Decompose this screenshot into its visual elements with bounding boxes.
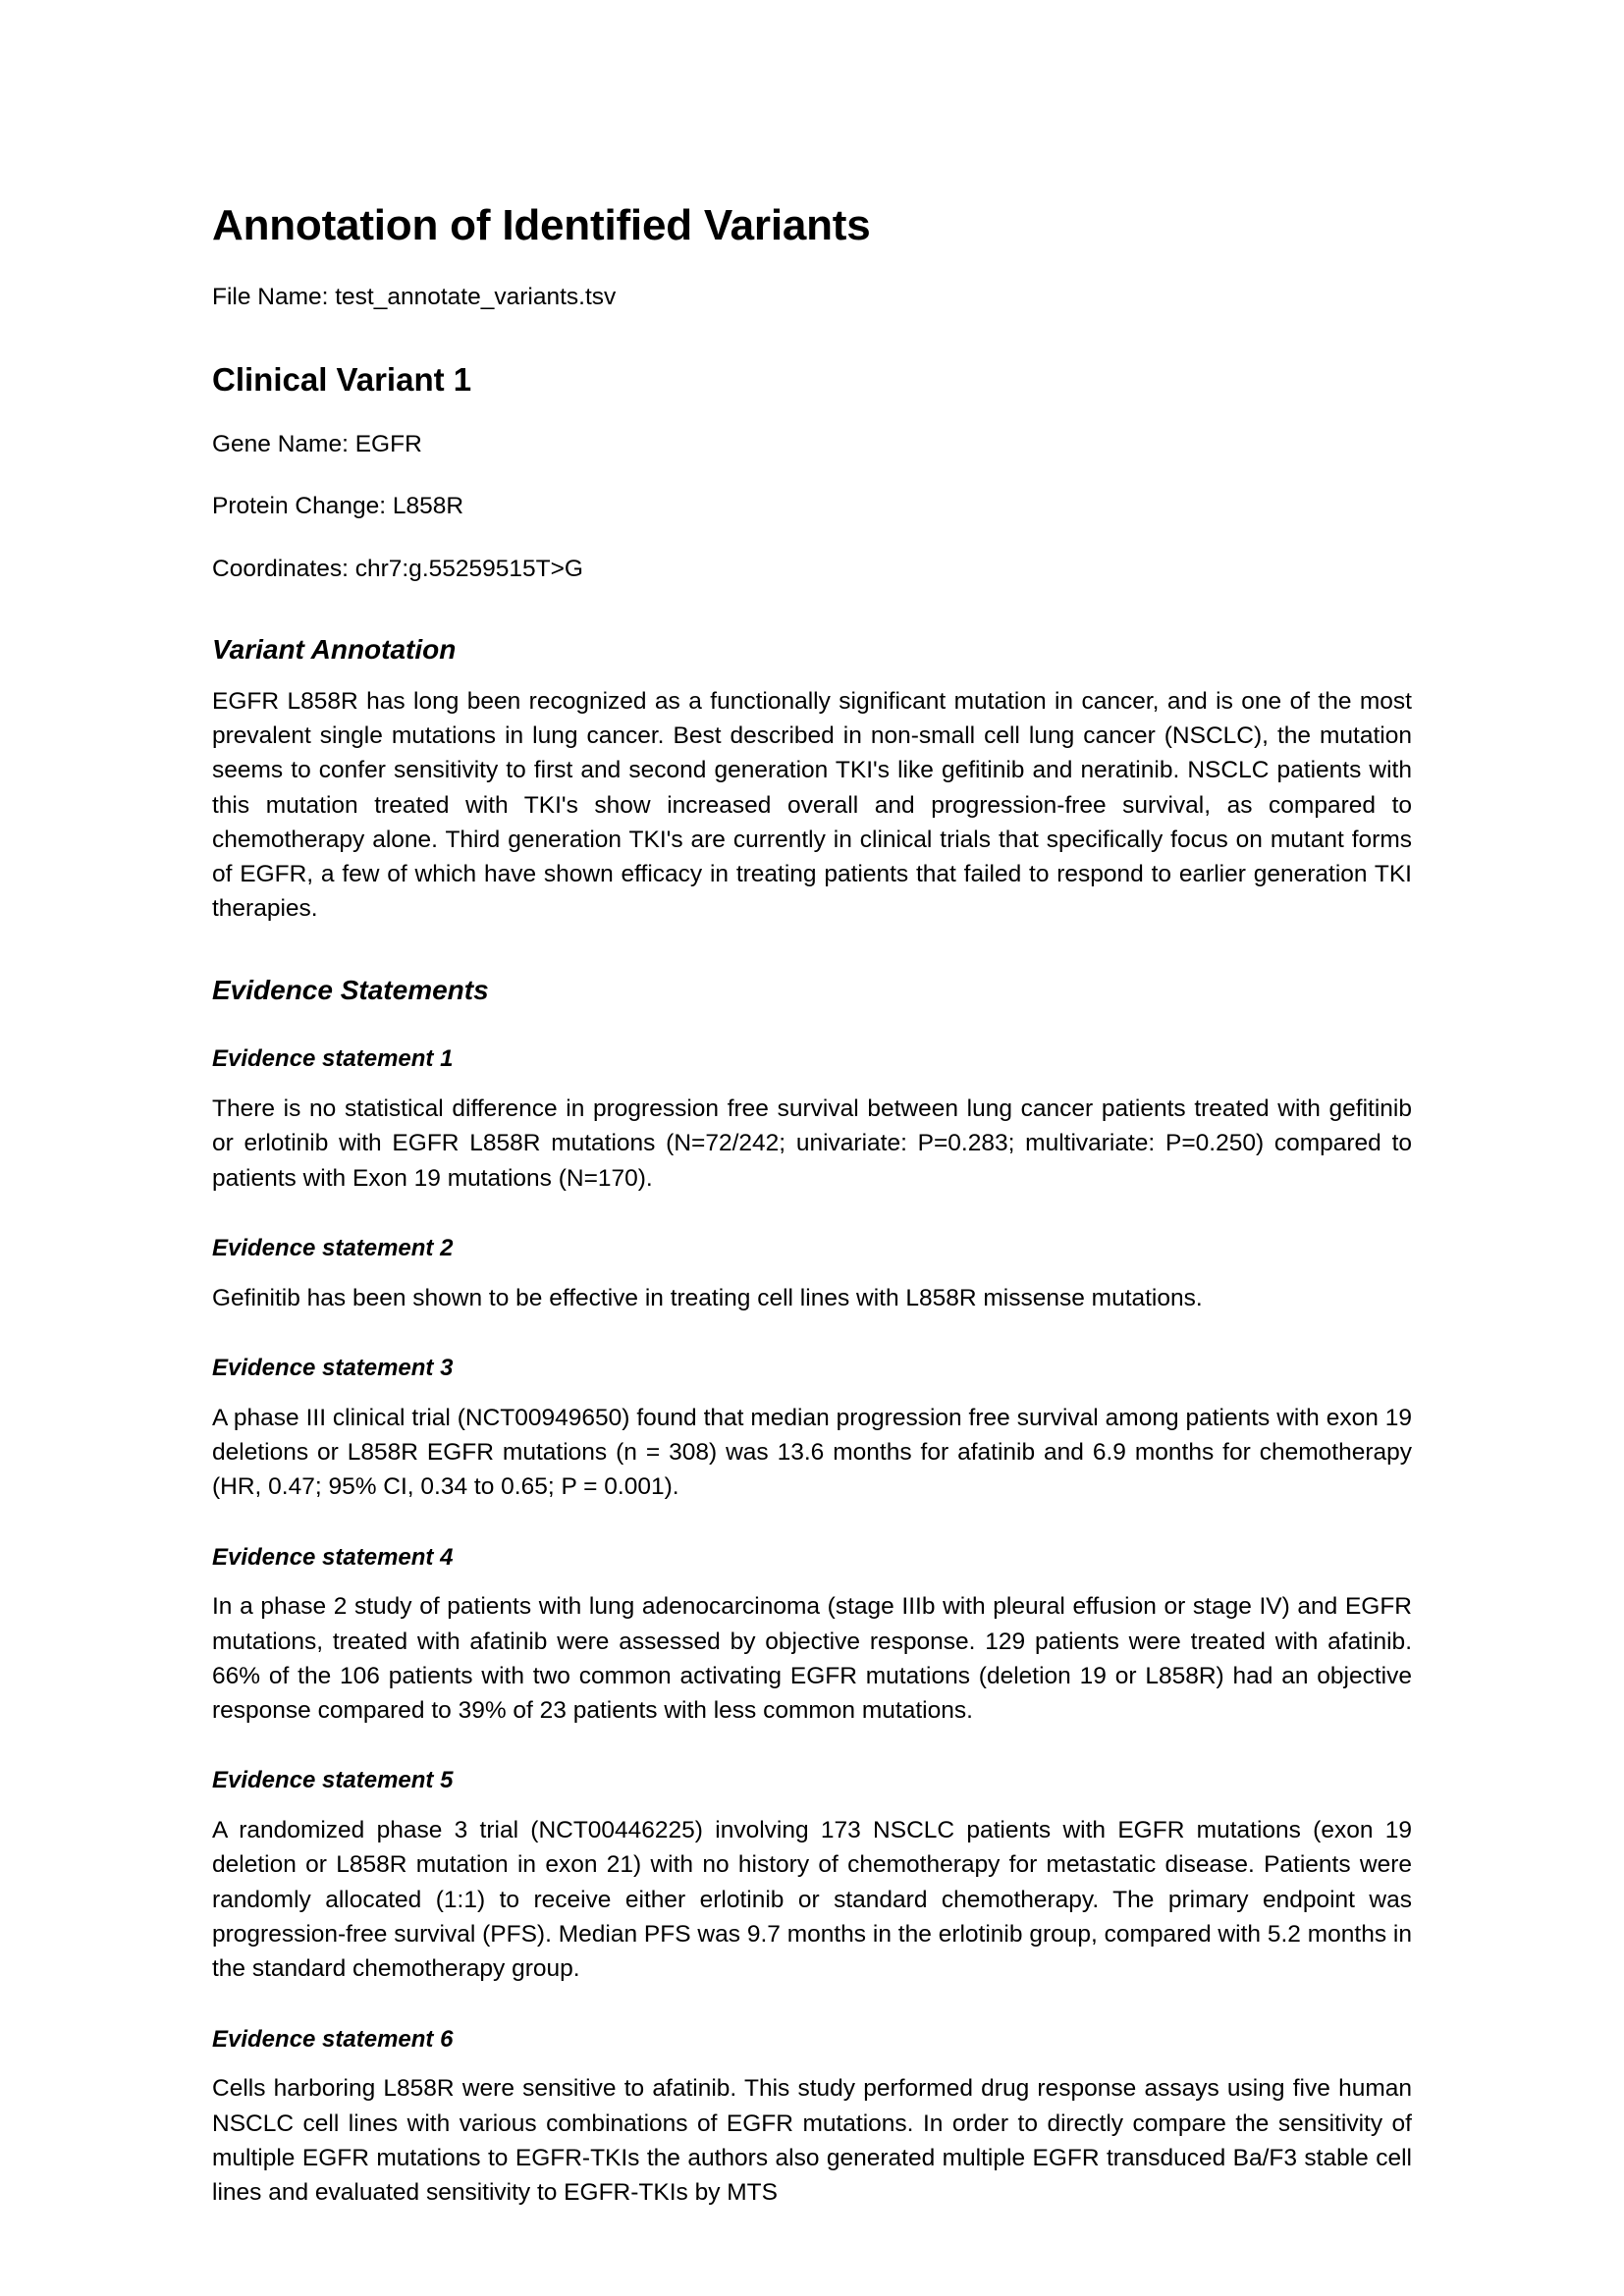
evidence-statement-item	[212, 1767, 1412, 1986]
evidence-statement-title: Evidence statement 1	[212, 1045, 454, 1073]
gene-name-field: Gene Name: EGFR	[212, 430, 422, 457]
evidence-statement-text: A randomized phase 3 trial (NCT00446225) involving 173 NSCLC patients with EGFR mutations (exon 19 deletion or L858R mutation in exon 21) with no history of chemotherapy for metastatic disease. Patients were randomly allocated (1:1) to receive either erlotinib or standard chemotherapy. The primary endpoint was progression-free survival (PFS). Median PFS was 9.7 months in the erlotinib group, compared with 5.2 months in the standard chemotherapy group.	[212, 1817, 1412, 1983]
file-name-label: File Name: test_annotate_variants.tsv	[212, 283, 617, 310]
evidence-statement-item	[212, 1544, 1412, 1729]
page-title: Annotation of Identified Variants	[212, 201, 871, 249]
evidence-statement-title: Evidence statement 3	[212, 1354, 454, 1381]
evidence-statement-item	[212, 1045, 1412, 1196]
clinical-variant-heading: Clinical Variant 1	[212, 361, 472, 399]
evidence-statement-title: Evidence statement 5	[212, 1767, 454, 1794]
evidence-statements-heading: Evidence Statements	[212, 974, 489, 1005]
evidence-statement-title: Evidence statement 4	[212, 1543, 454, 1571]
evidence-statement-item	[212, 1235, 1412, 1315]
variant-annotation-heading: Variant Annotation	[212, 634, 457, 666]
evidence-statement-text: There is no statistical difference in progression free survival between lung cancer patients treated with gefitinib or erlotinib with EGFR L858R mutations (N=72/242; univariate: P=0.283; multivariate: P=0.250) compared to patients with Exon 19 mutations (N=170).	[212, 1095, 1412, 1192]
evidence-statement-text: A phase III clinical trial (NCT00949650) found that median progression free survival among patients with exon 19 deletions or L858R EGFR mutations (n = 308) was 13.6 months for afatinib and 6.9 months for chemotherapy (HR, 0.47; 95% CI, 0.34 to 0.65; P = 0.001).	[212, 1404, 1412, 1501]
evidence-statement-item	[212, 1355, 1412, 1505]
coordinates-field: Coordinates: chr7:g.55259515T>G	[212, 555, 583, 582]
evidence-statement-text: Gefinitib has been shown to be effective in treating cell lines with L858R missense mutations.	[212, 1284, 1203, 1311]
variant-annotation-text: EGFR L858R has long been recognized as a functionally significant mutation in cancer, and is one of the most prevalent single mutations in lung cancer. Best described in non-small cell lung cancer (NSCLC), the mutation seems to confer sensitivity to first and second generation TKI's like gefitinib and neratinib. NSCLC patients with this mutation treated with TKI's show increased overall and progression-free survival, as compared to chemotherapy alone. Third generation TKI's are currently in clinical trials that specifically focus on mutant forms of EGFR, a few of which have shown efficacy in treating patients that failed to respond to earlier generation TKI therapies.	[212, 687, 1412, 923]
protein-change-field: Protein Change: L858R	[212, 493, 464, 520]
evidence-statement-item	[212, 2026, 1412, 2211]
evidence-statement-text: In a phase 2 study of patients with lung adenocarcinoma (stage IIIb with pleural effusion or stage IV) and EGFR mutations, treated with afatinib were assessed by objective response. 129 patients were treated with afatinib. 66% of the 106 patients with two common activating EGFR mutations (deletion 19 or L858R) had an objective response compared to 39% of 23 patients with less common mutations.	[212, 1593, 1412, 1725]
evidence-statement-title: Evidence statement 2	[212, 1234, 454, 1261]
evidence-statement-text: Cells harboring L858R were sensitive to afatinib. This study performed drug response assays using five human NSCLC cell lines with various combinations of EGFR mutations. In order to directly compare the sensitivity of multiple EGFR mutations to EGFR-TKIs the authors also generated multiple EGFR transduced Ba/F3 stable cell lines and evaluated sensitivity to EGFR-TKIs by MTS	[212, 2075, 1412, 2207]
document-content	[212, 201, 1412, 2210]
evidence-statement-title: Evidence statement 6	[212, 2025, 454, 2053]
